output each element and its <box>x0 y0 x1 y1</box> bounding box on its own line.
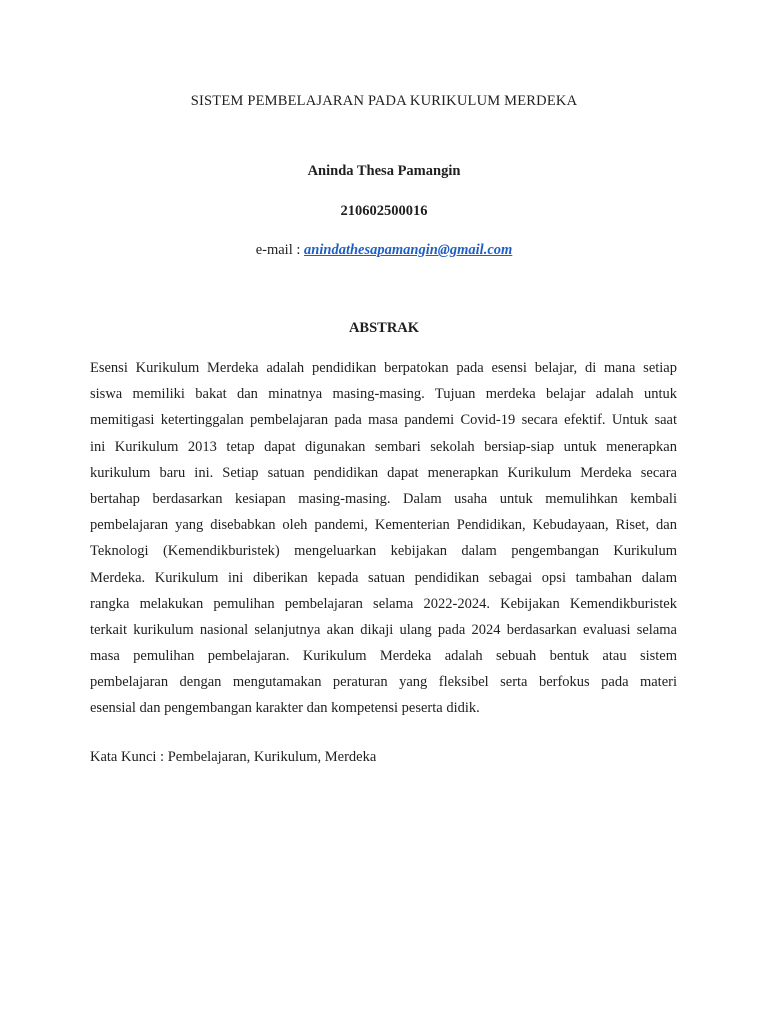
email-label: e-mail : <box>255 242 305 258</box>
abstract-line: Esensi Kurikulum Merdeka adalah pendidikan berpatokan pada esensi belajar, di mana setiap <box>90 360 677 376</box>
abstract-line: memitigasi ketertinggalan pembelajaran pada masa pandemi Covid-19 secara efektif. Untuk saat <box>90 412 677 429</box>
abstract-line: masa pemulihan pembelajaran. Kurikulum Merdeka adalah sebuah bentuk atau sistem <box>90 648 677 665</box>
abstract-line: esensial dan pengembangan karakter dan kompetensi peserta didik. <box>90 700 480 717</box>
author-name: Aninda Thesa Pamangin <box>307 163 461 179</box>
abstract-line: Teknologi (Kemendikburistek) mengeluarkan kebijakan dalam pengembangan Kurikulum <box>90 543 677 560</box>
abstract-line: terkait kurikulum nasional selanjutnya akan dikaji ulang pada 2024 berdasarkan evaluasi selama <box>90 621 677 638</box>
paper-title: SISTEM PEMBELAJARAN PADA KURIKULUM MERDEKA <box>190 93 578 109</box>
email-link[interactable]: anindathesapamangin@gmail.com <box>304 242 513 258</box>
abstract-line: kurikulum baru ini. Setiap satuan pendidikan dapat menerapkan Kurikulum Merdeka secara <box>90 464 677 481</box>
abstract-line: rangka melakukan pemulihan pembelajaran selama 2022-2024. Kebijakan Kemendikburistek <box>90 595 677 612</box>
abstract-line: pembelajaran dengan mengutamakan peraturan yang fleksibel serta berfokus pada materi <box>90 674 677 691</box>
abstract-heading: ABSTRAK <box>348 320 420 336</box>
abstract-line: siswa memiliki bakat dan minatnya masing-masing. Tujuan merdeka belajar adalah untuk <box>90 386 677 403</box>
abstract-body <box>90 355 677 722</box>
abstract-line: bertahap berdasarkan kesiapan masing-masing. Dalam usaha untuk memulihkan kembali <box>90 490 677 507</box>
student-id: 210602500016 <box>340 203 428 219</box>
keywords: Kata Kunci : Pembelajaran, Kurikulum, Merdeka <box>90 749 377 765</box>
abstract-line: ini Kurikulum 2013 tetap dapat digunakan sembari sekolah bersiap-siap untuk menerapkan <box>90 438 677 455</box>
abstract-line: pembelajaran yang disebabkan oleh pandemi, Kementerian Pendidikan, Kebudayaan, Riset, dan <box>90 517 677 534</box>
abstract-line: Merdeka. Kurikulum ini diberikan kepada satuan pendidikan sebagai opsi tambahan dalam <box>90 569 677 586</box>
email-line <box>0 242 768 259</box>
